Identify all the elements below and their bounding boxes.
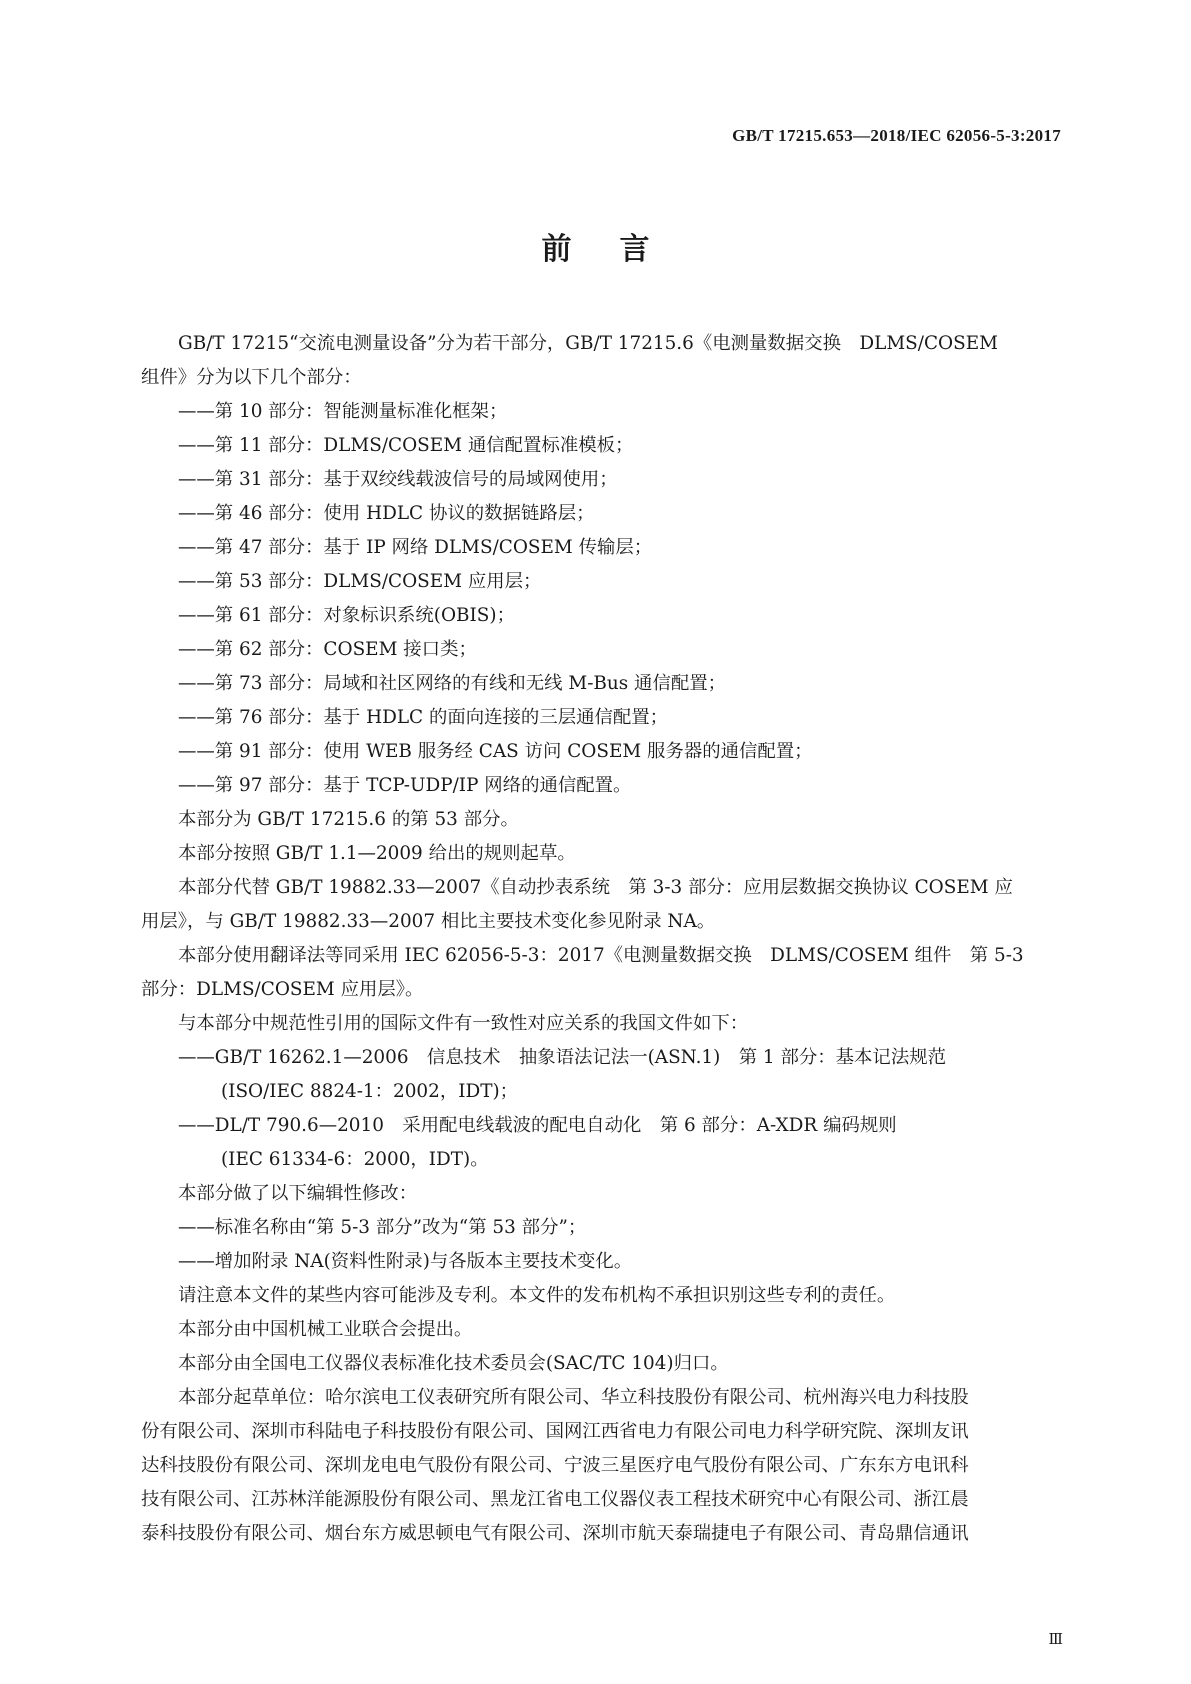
text-line: (IEC 61334-6：2000，IDT)。 (221, 1149, 489, 1170)
text-line: ——GB/T 16262.1—2006 信息技术 抽象语法记法一(ASN.1) 第 1 部分：基本记法规范 (178, 1047, 946, 1068)
text-line: ——第 91 部分：使用 WEB 服务经 CAS 访问 COSEM 服务器的通信配置； (178, 741, 813, 762)
text-line: ——第 31 部分：基于双绞线载波信号的局域网使用； (178, 469, 618, 490)
text-line: 用层》，与 GB/T 19882.33—2007 相比主要技术变化参见附录 NA。 (141, 911, 716, 932)
text-line: 本部分按照 GB/T 1.1—2009 给出的规则起草。 (178, 843, 576, 864)
text-line: ——第 61 部分：对象标识系统(OBIS)； (178, 605, 515, 626)
text-line: 本部分起草单位：哈尔滨电工仪表研究所有限公司、华立科技股份有限公司、杭州海兴电力科技股 (178, 1387, 969, 1408)
page-title: 前言 (541, 232, 698, 267)
document-body (141, 327, 1061, 1551)
text-line: 本部分由全国电工仪器仪表标准化技术委员会(SAC/TC 104)归口。 (178, 1353, 729, 1374)
text-line: 请注意本文件的某些内容可能涉及专利。本文件的发布机构不承担识别这些专利的责任。 (178, 1285, 896, 1306)
text-line: 份有限公司、深圳市科陆电子科技股份有限公司、国网江西省电力有限公司电力科学研究院、深圳友讯 (141, 1421, 969, 1442)
text-line: ——DL/T 790.6—2010 采用配电线载波的配电自动化 第 6 部分：A-XDR 编码规则 (178, 1115, 897, 1136)
text-line: ——第 53 部分：DLMS/COSEM 应用层； (178, 571, 542, 592)
text-line: ——第 73 部分：局域和社区网络的有线和无线 M-Bus 通信配置； (178, 673, 727, 694)
text-line: 本部分代替 GB/T 19882.33—2007《自动抄表系统 第 3-3 部分：应用层数据交换协议 COSEM 应 (178, 877, 1013, 898)
text-line: ——第 97 部分：基于 TCP-UDP/IP 网络的通信配置。 (178, 775, 632, 796)
text-line: ——第 62 部分：COSEM 接口类； (178, 639, 477, 660)
text-line: 本部分做了以下编辑性修改： (178, 1183, 418, 1204)
text-line: ——增加附录 NA(资料性附录)与各版本主要技术变化。 (178, 1251, 633, 1272)
text-line: ——标准名称由“第 5-3 部分”改为“第 53 部分”； (178, 1217, 587, 1238)
page-number: Ⅲ (1048, 1630, 1063, 1648)
text-line: 组件》分为以下几个部分： (141, 367, 362, 388)
text-line: ——第 46 部分：使用 HDLC 协议的数据链路层； (178, 503, 595, 524)
text-line: ——第 47 部分：基于 IP 网络 DLMS/COSEM 传输层； (178, 537, 653, 558)
text-line: 达科技股份有限公司、深圳龙电电气股份有限公司、宁波三星医疗电气股份有限公司、广东东方电讯科 (141, 1455, 969, 1476)
text-line: ——第 76 部分：基于 HDLC 的面向连接的三层通信配置； (178, 707, 669, 728)
text-line: 本部分由中国机械工业联合会提出。 (178, 1319, 473, 1340)
text-line: 技有限公司、江苏林洋能源股份有限公司、黑龙江省电工仪器仪表工程技术研究中心有限公司、浙江晨 (141, 1489, 969, 1510)
text-line: 本部分为 GB/T 17215.6 的第 53 部分。 (178, 809, 519, 830)
text-line: GB/T 17215“交流电测量设备”分为若干部分，GB/T 17215.6《电测量数据交换 DLMS/COSEM (178, 333, 998, 354)
text-line: 部分：DLMS/COSEM 应用层》。 (141, 979, 424, 1000)
standard-number-header: GB/T 17215.653—2018/IEC 62056-5-3:2017 (732, 126, 1061, 145)
text-line: (ISO/IEC 8824-1：2002，IDT)； (221, 1081, 519, 1102)
text-line: 本部分使用翻译法等同采用 IEC 62056-5-3：2017《电测量数据交换 DLMS/COSEM 组件 第 5-3 (178, 945, 1024, 966)
text-line: 泰科技股份有限公司、烟台东方威思顿电气有限公司、深圳市航天泰瑞捷电子有限公司、青岛鼎信通讯 (141, 1523, 969, 1544)
text-line: 与本部分中规范性引用的国际文件有一致性对应关系的我国文件如下： (178, 1013, 749, 1034)
text-line: ——第 11 部分：DLMS/COSEM 通信配置标准模板； (178, 435, 634, 456)
text-line: ——第 10 部分：智能测量标准化框架； (178, 401, 508, 422)
